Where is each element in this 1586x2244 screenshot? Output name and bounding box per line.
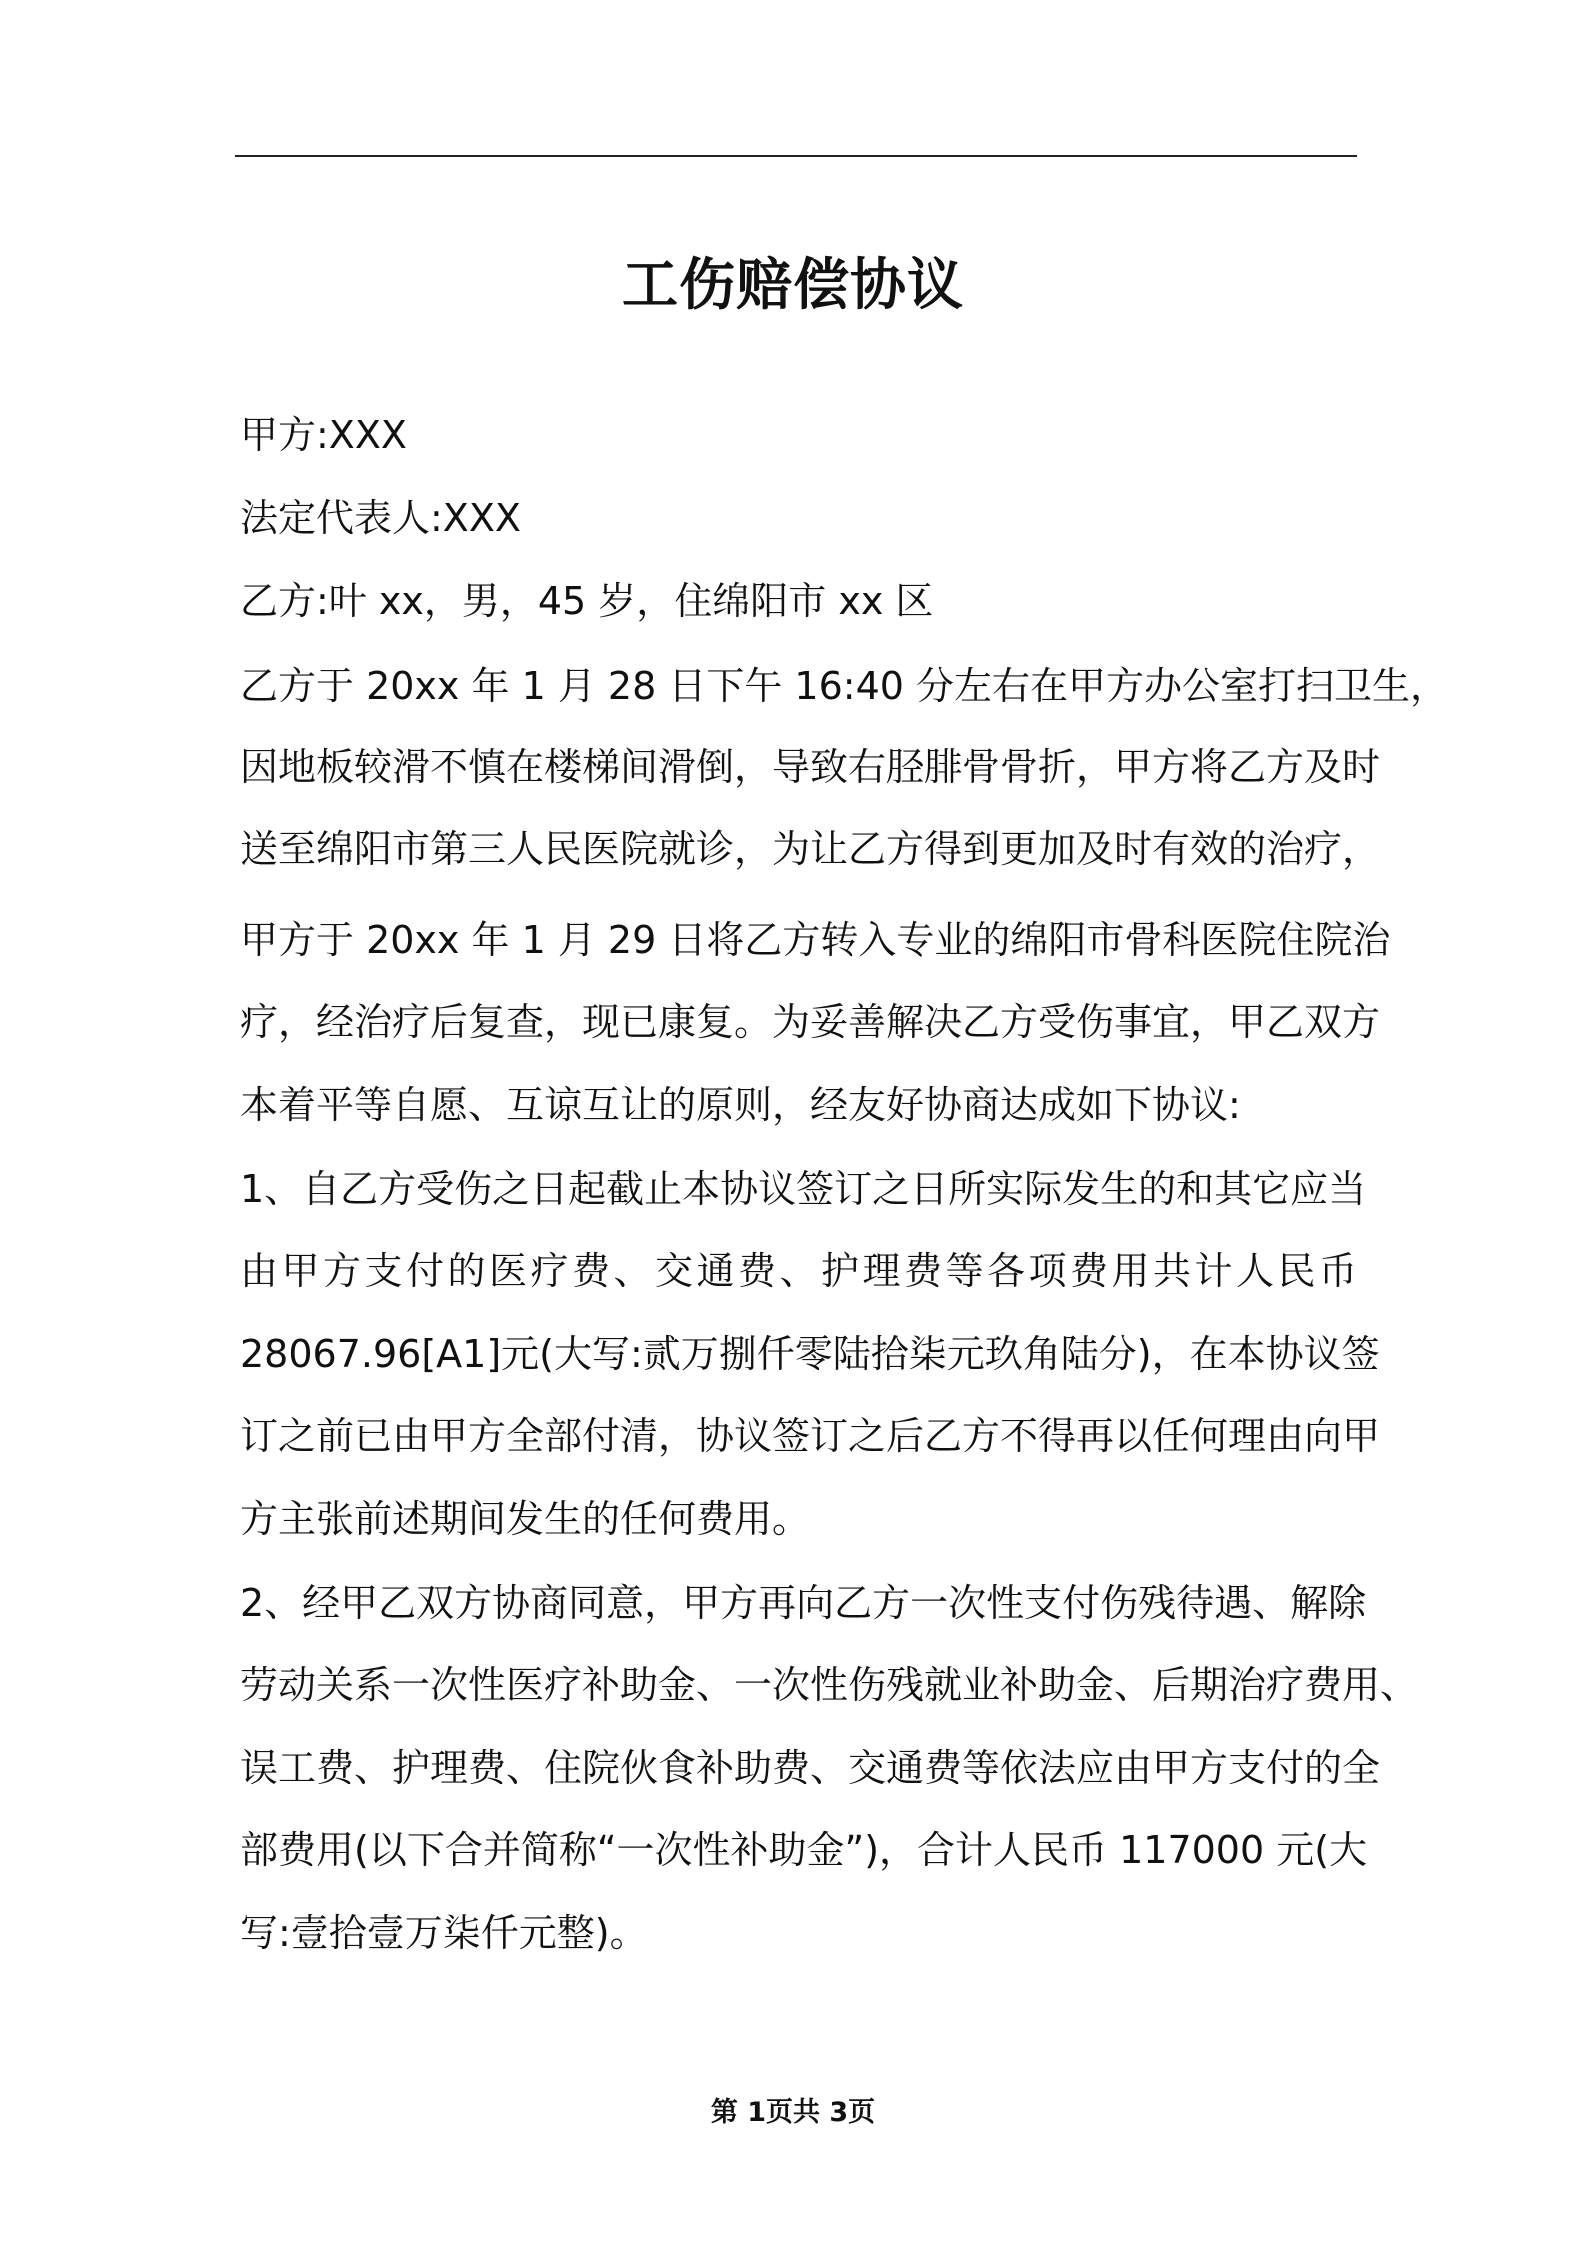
clause-2-line: 部费用(以下合并简称“一次性补助金”)，合计人民币 117000 元(大	[240, 1828, 1368, 1872]
clause-1-line: 1、自乙方受伤之日起截止本协议签订之日所实际发生的和其它应当	[240, 1167, 1367, 1211]
clause-1-line: 方主张前述期间发生的任何费用。	[240, 1497, 811, 1541]
intro-line: 送至绵阳市第三人民医院就诊，为让乙方得到更加及时有效的治疗，	[240, 827, 1381, 871]
intro-line: 疗，经治疗后复查，现已康复。为妥善解决乙方受伤事宜，甲乙双方	[240, 1000, 1381, 1044]
intro-line: 乙方于 20xx 年 1 月 28 日下午 16:40 分左右在甲方办公室打扫卫生，	[240, 664, 1449, 708]
document-title: 工伤赔偿协议	[622, 252, 964, 318]
clause-2-line: 劳动关系一次性医疗补助金、一次性伤残就业补助金、后期治疗费用、	[240, 1663, 1419, 1707]
clause-1-line: 由甲方支付的医疗费、交通费、护理费等各项费用共计人民币	[240, 1249, 1357, 1293]
header-rule	[235, 155, 1357, 157]
page-number: 第 1页共 3页	[710, 2097, 876, 2128]
intro-line: 本着平等自愿、互谅互让的原则，经友好协商达成如下协议:	[240, 1083, 1241, 1127]
intro-line: 甲方于 20xx 年 1 月 29 日将乙方转入专业的绵阳市骨科医院住院治	[240, 918, 1391, 962]
clause-1-line: 28067.96[A1]元(大写:贰万捌仟零陆拾柒元玖角陆分)，在本协议签	[240, 1332, 1380, 1376]
legal-representative-line: 法定代表人:XXX	[240, 496, 521, 540]
clause-1-line: 订之前已由甲方全部付清，协议签订之后乙方不得再以任何理由向甲	[240, 1414, 1381, 1458]
clause-2-line: 写:壹拾壹万柒仟元整)。	[240, 1911, 648, 1955]
clause-2-line: 2、经甲乙双方协商同意，甲方再向乙方一次性支付伤残待遇、解除	[240, 1581, 1367, 1625]
party-b-line: 乙方:叶 xx，男，45 岁，住绵阳市 xx 区	[240, 579, 934, 623]
clause-2-line: 误工费、护理费、住院伙食补助费、交通费等依法应由甲方支付的全	[240, 1746, 1381, 1790]
intro-line: 因地板较滑不慎在楼梯间滑倒，导致右胫腓骨骨折，甲方将乙方及时	[240, 745, 1381, 789]
party-a-line: 甲方:XXX	[240, 413, 407, 457]
